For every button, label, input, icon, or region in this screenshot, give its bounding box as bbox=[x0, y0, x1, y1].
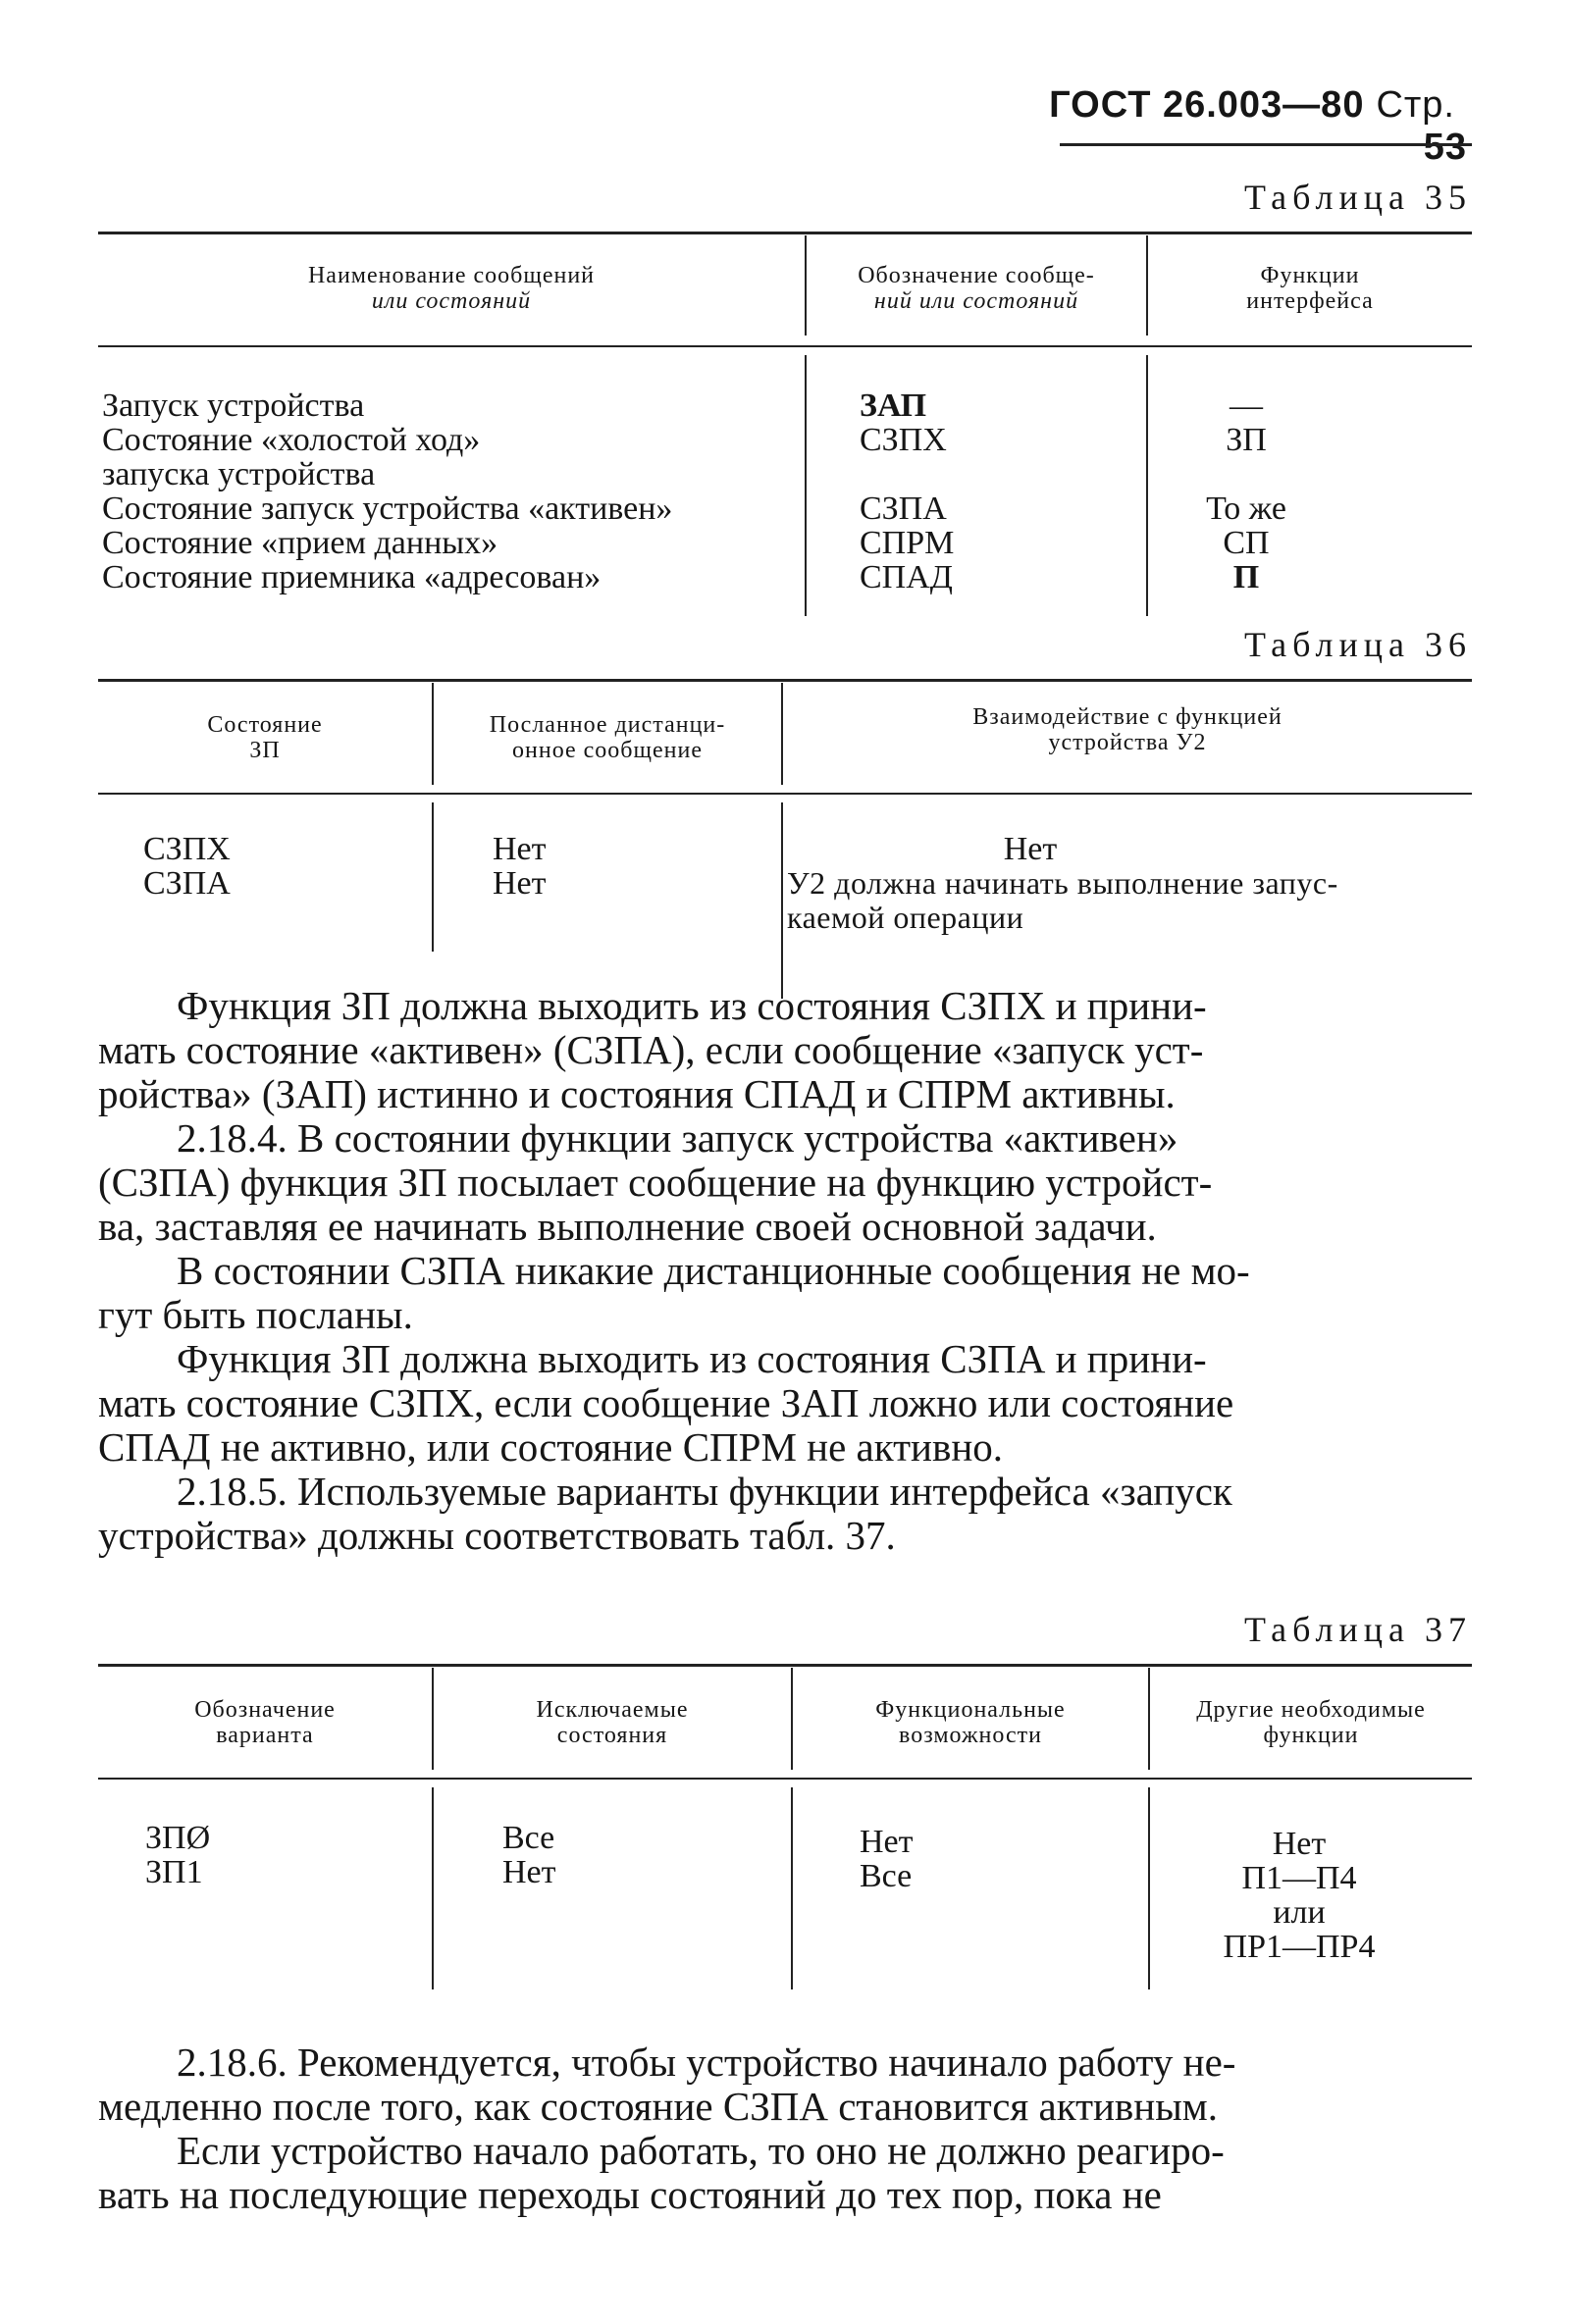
header-rule bbox=[1060, 143, 1472, 146]
table36-header-interaction: Взаимодействие с функцией устройства У2 bbox=[972, 704, 1282, 755]
table36-caption: Таблица 36 bbox=[1244, 625, 1472, 664]
table35-name: Состояние запуск устройства «активен» bbox=[102, 491, 673, 527]
table36-sent: Нет bbox=[493, 831, 547, 867]
table36-sent-values bbox=[493, 832, 767, 901]
table37-other: П1—П4 bbox=[1241, 1860, 1357, 1896]
table36-header-rule bbox=[98, 793, 1472, 795]
table35-function: СП bbox=[1223, 525, 1270, 561]
table37-excluded: Нет bbox=[502, 1854, 556, 1890]
page-header bbox=[1045, 84, 1467, 169]
table36-header-state: Состояние ЗП bbox=[207, 712, 323, 763]
table35-function: ЗП bbox=[1226, 422, 1267, 458]
table37-capability-values bbox=[860, 1825, 1134, 1893]
page-number: 53 bbox=[1423, 127, 1467, 168]
paragraph-1: Функция ЗП должна выходить из состояния СЗПХ и прини- мать состояние «активен» (СЗПА), если сообщение «запуск уст- ройства» (ЗАП) истинно и состояния СПАД и СПРМ активны. bbox=[98, 983, 1207, 1116]
table35-header-name: Наименование сообщений или состояний bbox=[307, 263, 596, 314]
table37-excluded: Все bbox=[502, 1820, 555, 1856]
table35-caption: Таблица 35 bbox=[1244, 178, 1472, 217]
table36-body-divider-2 bbox=[781, 802, 783, 999]
table37-header-excluded: Исключаемые состояния bbox=[536, 1697, 689, 1748]
table37-header-rule bbox=[98, 1778, 1472, 1780]
table36-state: СЗПА bbox=[143, 865, 231, 902]
paragraph-4: Функция ЗП должна выходить из состояния СЗПА и прини- мать состояние СЗПХ, если сообщение ЗАП ложно или состояние СПАД не активно, или состояние СПРМ не активно. bbox=[98, 1336, 1234, 1470]
page-label: Стр. bbox=[1376, 84, 1455, 126]
table35-name: запуска устройства bbox=[102, 456, 376, 492]
table36-top-rule bbox=[98, 679, 1472, 682]
table35-designations bbox=[860, 388, 1134, 594]
table35-function: П bbox=[1232, 559, 1260, 595]
table36-body-divider-1 bbox=[432, 802, 434, 952]
table36-sent: Нет bbox=[493, 865, 547, 902]
table35-name: Запуск устройства bbox=[102, 387, 365, 424]
paragraph-3: В состоянии СЗПА никакие дистанционные сообщения не мо- гут быть посланы. bbox=[98, 1248, 1250, 1337]
table37-other: ПР1—ПР4 bbox=[1223, 1929, 1376, 1965]
table36-header-sent: Посланное дистанци- онное сообщение bbox=[489, 712, 726, 763]
paragraph-2: 2.18.4. В состоянии функции запуск устройства «активен» (СЗПА) функция ЗП посылает сообщение на функцию устройст- ва, заставляя ее начинать выполнение своей основной задачи. bbox=[98, 1115, 1213, 1249]
table35-designation: СПРМ bbox=[860, 525, 955, 561]
table37-other: Нет bbox=[1272, 1826, 1327, 1862]
table35-top-rule bbox=[98, 232, 1472, 234]
table35-designation: СЗПХ bbox=[860, 422, 947, 458]
table37-top-rule bbox=[98, 1664, 1472, 1667]
table37-header-capabilities: Функциональные возможности bbox=[875, 1697, 1066, 1748]
table37-variants bbox=[145, 1821, 420, 1889]
table37-other: или bbox=[1273, 1894, 1326, 1931]
table37-variant: ЗПØ bbox=[145, 1820, 211, 1856]
table36-interaction-row1: Нет bbox=[1003, 831, 1058, 867]
standard-number: ГОСТ 26.003—80 bbox=[1049, 84, 1365, 126]
table36-interaction-row2: У2 должна начинать выполнение запус- каемой операции bbox=[787, 865, 1338, 935]
table37-excluded-values bbox=[502, 1821, 777, 1889]
table37-capability: Все bbox=[860, 1858, 913, 1894]
table35-name: Состояние приемника «адресован» bbox=[102, 559, 602, 595]
table35-header-rule bbox=[98, 345, 1472, 347]
paragraph-7: Если устройство начало работать, то оно не должно реагиро- вать на последующие переходы состояний до тех пор, пока не bbox=[98, 2128, 1225, 2217]
table37-other-values bbox=[1201, 1827, 1397, 1964]
table37-variant: ЗП1 bbox=[145, 1854, 203, 1890]
table37-body-divider-3 bbox=[1148, 1787, 1150, 1989]
table35-designation: ЗАП bbox=[860, 387, 927, 424]
paragraph-6: 2.18.6. Рекомендуется, чтобы устройство начинало работу не- медленно после того, как состояние СЗПА становится активным. bbox=[98, 2040, 1236, 2129]
table35-name: Состояние «прием данных» bbox=[102, 525, 498, 561]
paragraph-5: 2.18.5. Используемые варианты функции интерфейса «запуск устройства» должны соответствовать табл. 37. bbox=[98, 1469, 1232, 1558]
table35-functions bbox=[1148, 388, 1344, 594]
table35-function: — bbox=[1230, 387, 1263, 424]
table37-body-divider-1 bbox=[432, 1787, 434, 1989]
table37-caption: Таблица 37 bbox=[1244, 1610, 1472, 1649]
table37-header-variant: Обозначение варианта bbox=[194, 1697, 336, 1748]
table35-header-function: Функции интерфейса bbox=[1246, 263, 1374, 314]
table35-body-divider-1 bbox=[805, 355, 807, 616]
table37-body-divider-2 bbox=[791, 1787, 793, 1989]
table37-header-other: Другие необходимые функции bbox=[1196, 1697, 1426, 1748]
table35-function: То же bbox=[1206, 491, 1286, 527]
table35-designation: СПАД bbox=[860, 559, 953, 595]
table35-name: Состояние «холостой ход» bbox=[102, 422, 481, 458]
table36-state: СЗПХ bbox=[143, 831, 231, 867]
table35-designation: СЗПА bbox=[860, 491, 947, 527]
table35-header-designation: Обозначение сообще- ний или состояний bbox=[858, 263, 1095, 314]
table37-capability: Нет bbox=[860, 1824, 914, 1860]
table35-names bbox=[102, 388, 799, 594]
table36-states bbox=[143, 832, 418, 901]
